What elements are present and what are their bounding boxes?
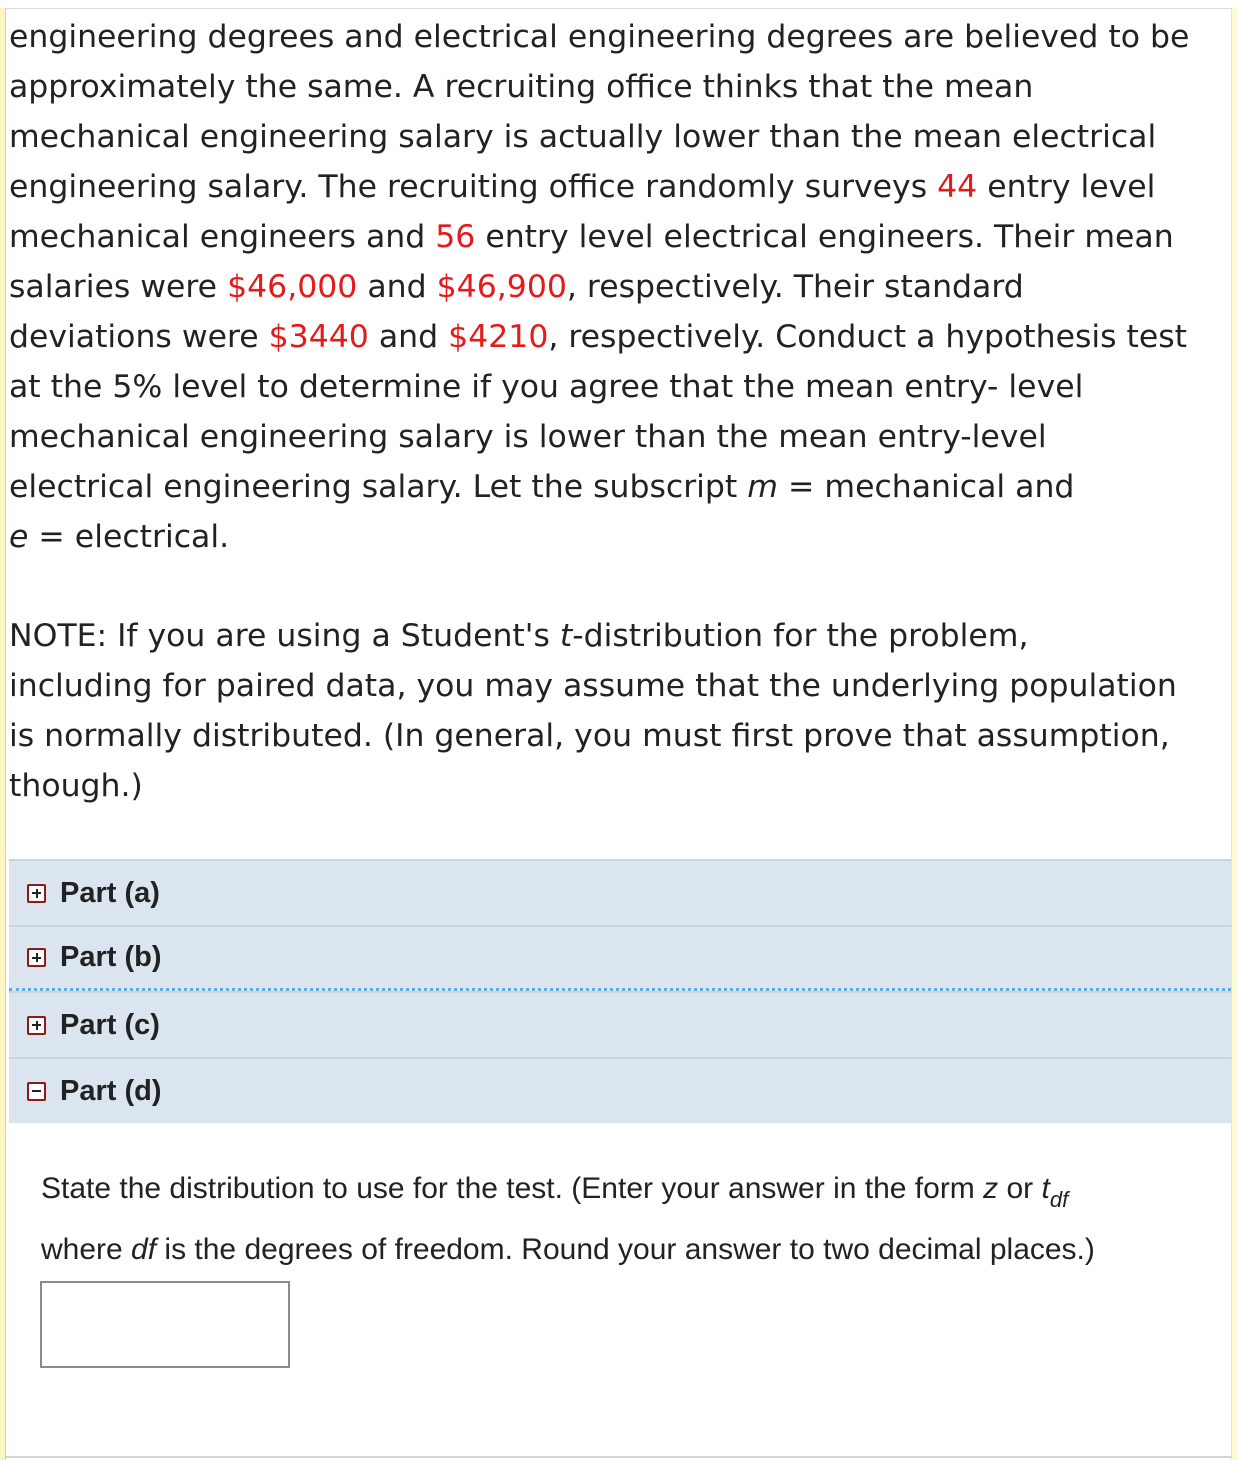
problem-line: salaries were $46,000 and $46,900, respectively. Their standard	[9, 269, 1024, 305]
part-label: Part (a)	[60, 876, 160, 909]
problem-line: deviations were $3440 and $4210, respectively. Conduct a hypothesis test	[9, 319, 1188, 355]
mean-salary-electrical: $46,900	[436, 269, 567, 305]
subscript-m: m	[747, 469, 778, 505]
left-margin-stripe	[0, 8, 6, 1460]
note-line: though.)	[9, 768, 143, 804]
part-a-header[interactable]	[9, 859, 1231, 925]
std-dev-mechanical: $3440	[268, 319, 369, 355]
subscript-e: e	[9, 519, 29, 555]
bottom-divider	[6, 1456, 1232, 1458]
part-c-header[interactable]	[9, 991, 1231, 1057]
question-line: where df is the degrees of freedom. Round your answer to two decimal places.)	[41, 1233, 1095, 1266]
collapse-minus-icon[interactable]	[27, 1082, 46, 1101]
problem-line: approximately the same. A recruiting office thinks that the mean	[9, 69, 1034, 105]
problem-line: engineering degrees and electrical engineering degrees are believed to be	[9, 19, 1190, 55]
problem-line: at the 5% level to determine if you agree that the mean entry- level	[9, 369, 1084, 405]
note-line: NOTE: If you are using a Student's t-distribution for the problem,	[9, 618, 1029, 654]
note-line: including for paired data, you may assume that the underlying population	[9, 668, 1177, 704]
part-d-header[interactable]	[9, 1057, 1231, 1123]
distribution-answer-input[interactable]	[40, 1281, 290, 1368]
question-line: State the distribution to use for the test. (Enter your answer in the form z or $t_{df}$	[41, 1172, 1069, 1212]
part-label: Part (b)	[60, 941, 162, 973]
problem-line: electrical engineering salary. Let the subscript m = mechanical and	[9, 469, 1075, 505]
problem-line: mechanical engineering salary is actually lower than the mean electrical	[9, 119, 1157, 155]
part-label: Part (c)	[60, 1008, 160, 1041]
sample-size-mechanical: 44	[937, 169, 978, 205]
right-margin-stripe	[1231, 8, 1238, 1460]
problem-line: mechanical engineers and 56 entry level electrical engineers. Their mean	[9, 219, 1174, 255]
expand-plus-icon[interactable]	[27, 948, 46, 967]
part-b-header[interactable]	[9, 925, 1231, 991]
note-text	[9, 611, 1231, 811]
problem-line: mechanical engineering salary is lower than the mean entry-level	[9, 419, 1047, 455]
part-label: Part (d)	[60, 1074, 162, 1107]
std-dev-electrical: $4210	[448, 319, 549, 355]
sample-size-electrical: 56	[435, 219, 476, 255]
problem-line: e = electrical.	[9, 519, 230, 555]
problem-line: engineering salary. The recruiting office randomly surveys 44 entry level	[9, 169, 1156, 205]
mean-salary-mechanical: $46,000	[227, 269, 358, 305]
expand-plus-icon[interactable]	[27, 1016, 46, 1035]
part-d-question	[41, 1158, 1221, 1280]
expand-plus-icon[interactable]	[27, 884, 46, 903]
note-line: is normally distributed. (In general, you must first prove that assumption,	[9, 718, 1170, 754]
top-divider	[6, 8, 1232, 9]
problem-statement	[9, 12, 1231, 562]
parts-accordion	[9, 859, 1231, 1123]
